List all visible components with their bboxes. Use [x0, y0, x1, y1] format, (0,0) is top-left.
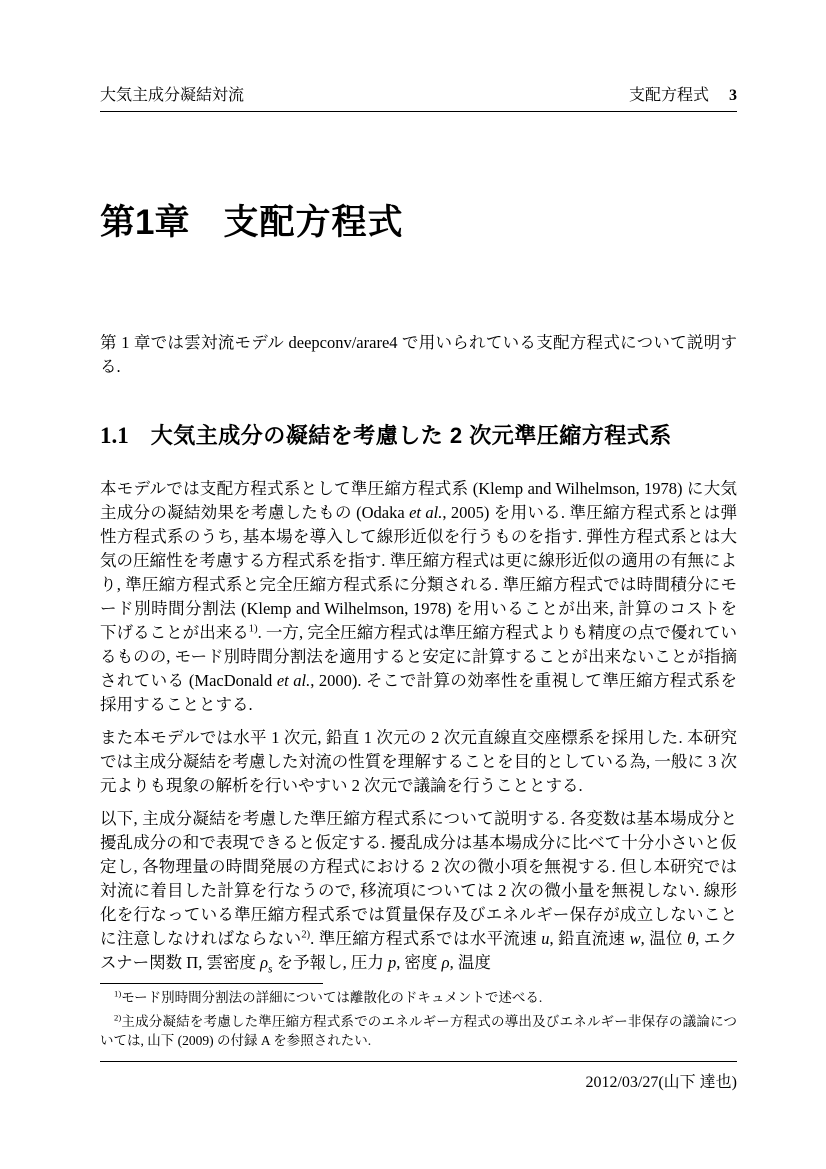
section-heading: [100, 419, 737, 450]
text-run: , 雲密度: [198, 952, 261, 972]
footnote-1: [100, 988, 737, 1008]
text-run: , 鉛直流速: [549, 928, 630, 948]
text-run: . 一方, 完全圧縮方程式は準圧縮方程式よりも精度の点で優れているものの, モード別時間分割法を適用すると安定に計算することが出来ないことが指摘されている (MacDonald: [100, 622, 737, 690]
page-footer: [100, 1061, 737, 1092]
page-header: [100, 86, 737, 105]
footnote-rule: [100, 983, 323, 984]
math-var-rho-s: ρ: [260, 952, 269, 972]
footnote-marker: 2): [114, 1012, 122, 1022]
text-run: . 準圧縮方程式系では水平流速: [310, 928, 542, 948]
text-run: 以下, 主成分凝結を考慮した準圧縮方程式系について説明する. 各変数は基本場成分と擾乱成分の和で表現できると仮定する. 擾乱成分は基本場成分に比べて十分小さいと仮定し, 各物理量の時間発展の方程式における 2 次の微小項を無視する. 但し本研究では対流に着目した計算を行なうので, 移流項については 2 次の微小量を無視しない. 線形化を行なっている準圧縮方程式系では質量保存及びエネルギー保存が成立しないことに注意しなければならない: [100, 808, 737, 948]
math-var-p: p: [388, 952, 397, 972]
chapter-title: 支配方程式: [223, 203, 404, 242]
footnote-marker: 1): [114, 988, 122, 999]
footnotes-area: [100, 983, 737, 1051]
paragraph-2: また本モデルでは水平 1 次元, 鉛直 1 次元の 2 次元直線直交座標系を採用した. 本研究では主成分凝結を考慮した対流の性質を理解することを目的としている為, 一般に 3 次元よりも現象の解析を行いやすい 2 次元で議論を行うこととする.: [100, 727, 737, 795]
text-run: , エクスナー関数: [100, 928, 737, 972]
math-var-w: w: [629, 928, 641, 948]
footnote-text: 主成分凝結を考慮した準圧縮方程式系でのエネルギー方程式の導出及びエネルギー非保存の議論については, 山下 (2009) の付録 A を参照されたい.: [100, 1013, 737, 1048]
text-run: , 2000). そこで計算の効率性を重視して準圧縮方程式系を採用することとする.: [100, 670, 737, 714]
chapter-label: 第1章: [100, 203, 190, 242]
page-number: 3: [729, 87, 737, 104]
text-run: を予報し, 圧力: [272, 952, 389, 972]
intro-paragraph: 第 1 章では雲対流モデル deepconv/arare4 で用いられている支配方程式について説明する.: [100, 332, 737, 376]
header-right: [629, 86, 737, 105]
footnote-marker-2: 2): [301, 929, 311, 940]
math-var-theta: θ: [687, 928, 696, 948]
header-left-title: 大気主成分凝結対流: [100, 87, 245, 104]
math-var-pi: Π: [186, 952, 199, 972]
footer-rule: [100, 1061, 737, 1062]
section-number: 1.1: [100, 422, 129, 448]
math-var-rho: ρ: [441, 952, 450, 972]
math-subscript-s: s: [268, 962, 273, 975]
chapter-heading: [100, 204, 737, 243]
section-title: 大気主成分の凝結を考慮した 2 次元準圧縮方程式系: [150, 422, 672, 448]
citation-et-al: et al.: [276, 670, 311, 690]
text-run: , 密度: [396, 952, 442, 972]
header-rule: [100, 111, 737, 112]
text-run: , 温位: [640, 928, 688, 948]
page-content: [100, 86, 737, 980]
footnote-marker-1: 1): [248, 623, 258, 634]
text-run: , 2005) を用いる. 準圧縮方程式系とは弾性方程式系のうち, 基本場を導入して線形近似を行うものを指す. 弾性方程式系とは大気の圧縮性を考慮する方程式系を指す. 準圧縮方程式は更に線形近似の適用の有無により, 準圧縮方程式系と完全圧縮方程式系に分類される. 準圧縮方程式では時間積分にモード別時間分割法 (Klemp and Wilhelmson, 1978) を用いることが出来, 計算のコストを下げることが出来る: [100, 502, 737, 642]
paragraph-1: [100, 477, 737, 717]
footnote-2: [100, 1012, 737, 1051]
paragraph-3: [100, 807, 737, 975]
text-run: 本モデルでは支配方程式系として準圧縮方程式系 (Klemp and Wilhelmson, 1978) に大気主成分の凝結効果を考慮したもの (Odaka: [100, 478, 737, 522]
math-var-u: u: [541, 928, 550, 948]
footer-date-author: 2012/03/27(山下 達也): [585, 1074, 737, 1091]
citation-et-al: et al.: [409, 502, 443, 522]
header-section-title: 支配方程式: [628, 87, 709, 104]
footnote-text: モード別時間分割法の詳細については離散化のドキュメントで述べる.: [121, 990, 543, 1005]
text-run: , 温度: [449, 952, 491, 972]
